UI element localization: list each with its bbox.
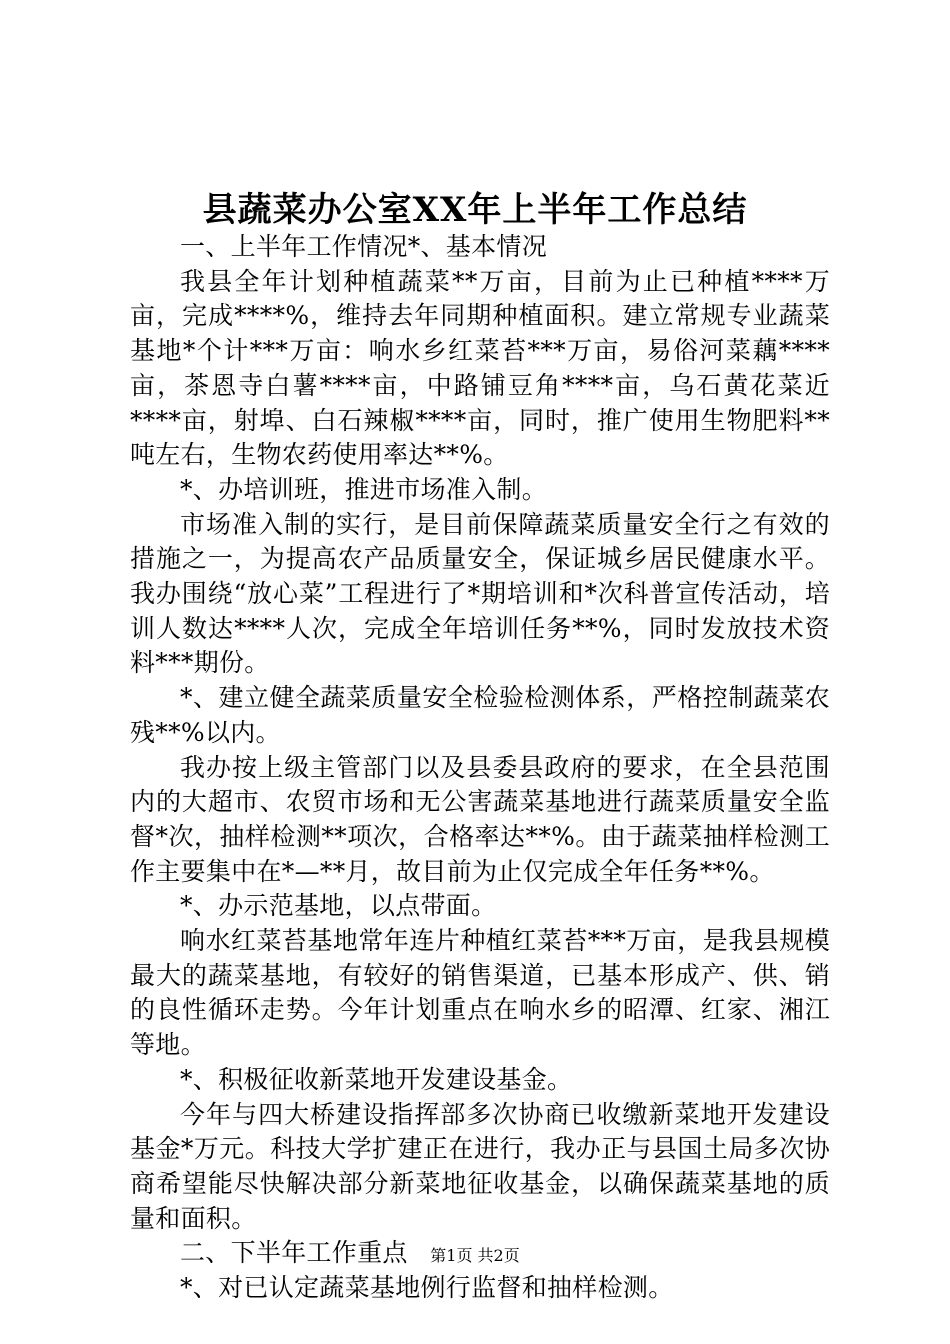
section-heading-2: 二、下半年工作重点 [180, 1238, 408, 1268]
subheading-fund: *、积极征收新菜地开发建设基金。 [180, 1064, 573, 1094]
page-footer: 第1页 共2页 [430, 1246, 520, 1265]
subheading-training: *、办培训班，推进市场准入制。 [180, 474, 548, 504]
subheading-supervision: *、对已认定蔬菜基地例行监督和抽样检测。 [180, 1273, 674, 1303]
paragraph-inspection: 我办按上级主管部门以及县委县政府的要求，在全县范围内的大超市、农贸市场和无公害蔬菜基地进行蔬菜质量安全监督*次，抽样检测**项次，合格率达**%。由于蔬菜抽样检测工作主要集中在*—**月，故目前为止仅完成全年任务**%。 [130, 752, 830, 886]
subheading-demo-base: *、办示范基地，以点带面。 [180, 891, 497, 921]
subheading-inspection: *、建立健全蔬菜质量安全检验检测体系，严格控制蔬菜农残**%以内。 [130, 683, 830, 747]
paragraph-training: 市场准入制的实行，是目前保障蔬菜质量安全行之有效的措施之一，为提高农产品质量安全，保证城乡居民健康水平。我办围绕“放心菜”工程进行了*期培训和*次科普宣传活动，培训人数达****人次，完成全年培训任务**%，同时发放技术资料***期份。 [130, 509, 830, 678]
document-title: 县蔬菜办公室XX年上半年工作总结 [202, 190, 748, 230]
paragraph-fund: 今年与四大桥建设指挥部多次协商已收缴新菜地开发建设基金*万元。科技大学扩建正在进行，我办正与县国土局多次协商希望能尽快解决部分新菜地征收基金，以确保蔬菜基地的质量和面积。 [130, 1099, 830, 1233]
paragraph-planting: 我县全年计划种植蔬菜**万亩，目前为止已种植****万亩，完成****%，维持去年同期种植面积。建立常规专业蔬菜基地*个计***万亩：响水乡红菜苔***万亩，易俗河菜藕****亩，茶恩寺白薯****亩，中路铺豆角****亩，乌石黄花菜近****亩，射埠、白石辣椒****亩，同时，推广使用生物肥料**吨左右，生物农药使用率达**%。 [130, 266, 830, 470]
section-heading-1: 一、上半年工作情况*、基本情况 [180, 232, 548, 261]
paragraph-demo-base: 响水红菜苔基地常年连片种植红菜苔***万亩，是我县规模最大的蔬菜基地，有较好的销售渠道，已基本形成产、供、销的良性循环走势。今年计划重点在响水乡的昭潭、红家、湘江等地。 [130, 926, 830, 1060]
document-body [130, 230, 830, 1306]
